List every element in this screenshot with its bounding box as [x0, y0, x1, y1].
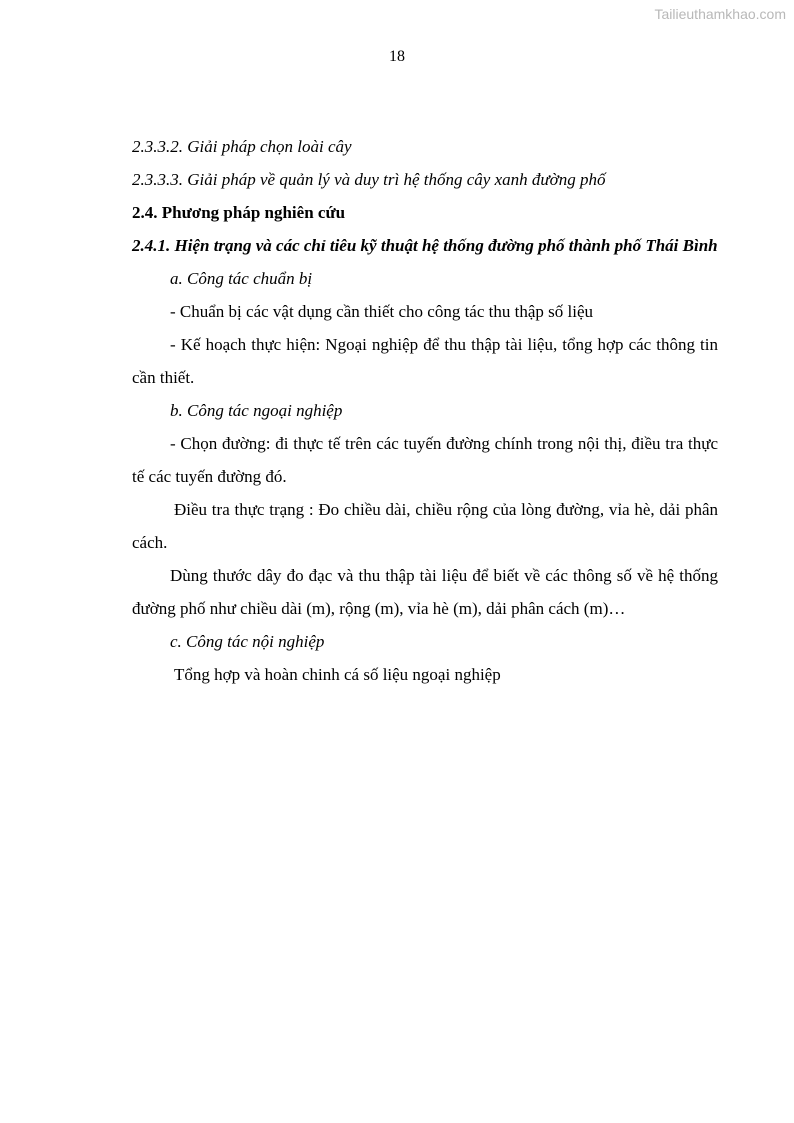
paragraph: - Chọn đường: đi thực tế trên các tuyến đường chính trong nội thị, điều tra thực tế các tuyến đường đó.: [132, 434, 718, 486]
subsection-heading-2-4-1: 2.4.1. Hiện trạng và các chỉ tiêu kỹ thuật hệ thống đường phố thành phố Thái Bình: [132, 236, 718, 255]
subsection-heading-2-3-3-3: 2.3.3.3. Giải pháp về quản lý và duy trì hệ thống cây xanh đường phố: [132, 170, 606, 189]
paragraph: Dùng thước dây đo đạc và thu thập tài liệu để biết về các thông số về hệ thống đường phố như chiều dài (m), rộng (m), vỉa hè (m), dải phân cách (m)…: [132, 566, 718, 618]
document-body: [132, 130, 718, 691]
paragraph: Tổng hợp và hoàn chinh cá số liệu ngoại nghiệp: [174, 665, 501, 684]
item-heading-a: a. Công tác chuẩn bị: [170, 269, 313, 288]
subsection-heading-2-3-3-2: 2.3.3.2. Giải pháp chọn loài cây: [132, 137, 352, 156]
paragraph: Điều tra thực trạng : Đo chiều dài, chiều rộng của lòng đường, vỉa hè, dải phân cách.: [132, 500, 718, 552]
section-heading-2-4: 2.4. Phương pháp nghiên cứu: [132, 203, 346, 222]
watermark: Tailieuthamkhao.com: [654, 6, 786, 22]
paragraph: - Chuẩn bị các vật dụng cần thiết cho công tác thu thập số liệu: [170, 302, 593, 321]
item-heading-b: b. Công tác ngoại nghiệp: [170, 401, 343, 420]
paragraph: - Kế hoạch thực hiện: Ngoại nghiệp để thu thập tài liệu, tổng hợp các thông tin cần thiết.: [132, 335, 718, 387]
item-heading-c: c. Công tác nội nghiệp: [170, 632, 325, 651]
page-number: 18: [389, 48, 405, 65]
